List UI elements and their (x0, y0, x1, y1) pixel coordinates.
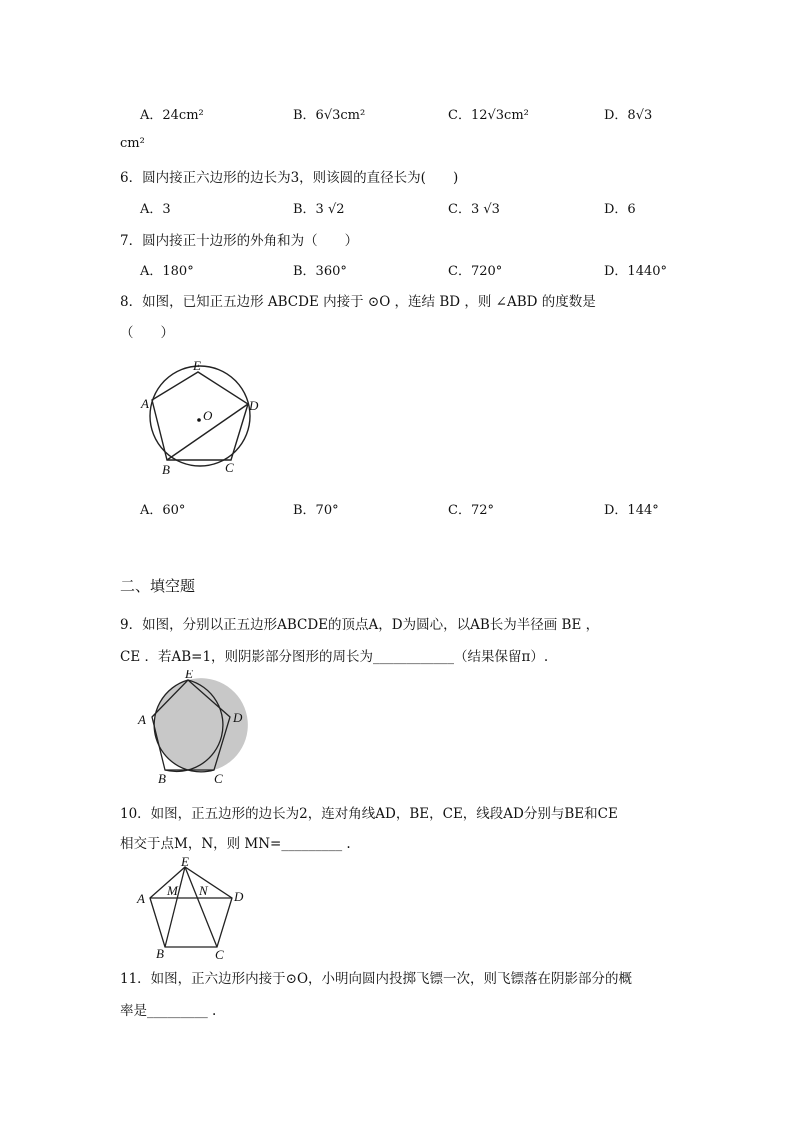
label-a: A (141, 396, 149, 411)
q7-text: 7．圆内接正十边形的外角和为（ ） (120, 233, 359, 249)
q5-option-a: A．24cm² (140, 108, 204, 123)
label-e: E (185, 670, 193, 681)
q8-figure-circle-pentagon (135, 358, 270, 476)
label-m: M (167, 883, 178, 898)
label-a: A (138, 712, 146, 727)
pentagon-abcde (152, 372, 248, 460)
label-o: O (203, 408, 213, 423)
diagonal-be (165, 867, 185, 947)
label-d: D (233, 710, 243, 725)
q7-option-c: C．720° (448, 264, 503, 279)
q7-option-d: D．1440° (604, 264, 668, 279)
label-a: A (137, 891, 145, 906)
q9-figure-pentagon-arcs (130, 670, 255, 788)
label-c: C (215, 947, 224, 962)
label-b: B (162, 462, 170, 476)
diagonal-ce (185, 867, 217, 947)
q8-option-c: C．72° (448, 503, 494, 518)
q8-text: 8．如图，已知正五边形 ABCDE 内接于 ⊙O ，连结 BD ，则 ∠ABD 的度数是 (120, 294, 596, 310)
q9-text-line1: 9．如图，分别以正五边形ABCDE的顶点A，D为圆心，以AB长为半径画 BE ， (120, 617, 600, 633)
q11-text-line2: 率是_________ . (120, 1003, 217, 1019)
label-e: E (181, 855, 189, 869)
q5-option-b: B．6√3cm² (293, 108, 366, 123)
label-b: B (158, 771, 166, 786)
label-b: B (156, 946, 164, 961)
q10-text-line1: 10．如图，正五边形的边长为2，连对角线AD，BE，CE，线段AD分别与BE和CE (120, 806, 618, 822)
q5-option-d: D．8√3 (604, 108, 653, 123)
q6-option-d: D．6 (604, 202, 636, 217)
q11-text-line1: 11．如图，正六边形内接于⊙O，小明向圆内投掷飞镖一次，则飞镖落在阴影部分的概 (120, 971, 633, 987)
q8-option-b: B．70° (293, 503, 339, 518)
label-c: C (225, 460, 234, 475)
label-d: D (234, 889, 244, 904)
center-point-o (197, 418, 201, 422)
q6-text: 6．圆内接正六边形的边长为3，则该圆的直径长为( ) (120, 170, 459, 186)
label-d: D (249, 398, 259, 413)
label-n: N (199, 883, 208, 898)
q7-option-a: A．180° (140, 264, 194, 279)
q6-option-a: A．3 (140, 202, 171, 217)
q8-option-a: A．60° (140, 503, 186, 518)
q5-option-d-wrap: cm² (120, 136, 145, 151)
q7-option-b: B．360° (293, 264, 347, 279)
pentagon-abcde (150, 867, 232, 947)
label-c: C (214, 771, 223, 786)
q10-text-line2: 相交于点M，N，则 MN=_________ . (120, 836, 351, 852)
q9-text-line2: CE ．若AB=1，则阴影部分图形的周长为____________（结果保留π）. (120, 649, 549, 665)
q5-option-c: C．12√3cm² (448, 108, 529, 123)
label-e: E (193, 358, 201, 373)
q6-option-b: B．3 √2 (293, 202, 345, 217)
q8-option-d: D．144° (604, 503, 659, 518)
q8-text-paren: （ ） (120, 325, 174, 341)
section-heading: 二、填空题 (120, 577, 196, 595)
q10-figure-pentagon-diagonals (135, 855, 245, 965)
q6-option-c: C．3 √3 (448, 202, 500, 217)
